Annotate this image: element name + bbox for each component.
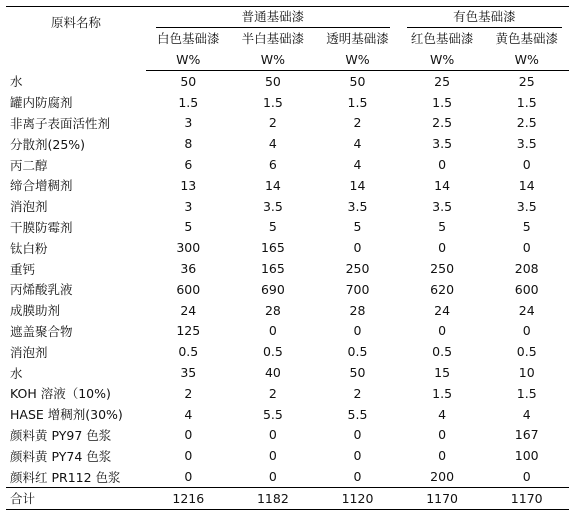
ingredient-name: 丙二醇 [10, 157, 48, 173]
header-column: 白色基础漆 [157, 31, 220, 46]
value-cell: 0 [184, 427, 193, 443]
header-unit: W% [231, 48, 316, 71]
value-cell: 0 [184, 448, 193, 464]
value-cell: 1.5 [516, 94, 537, 110]
table-row [6, 175, 569, 196]
value-cell: 3 [184, 198, 193, 214]
value-cell: 0 [522, 240, 531, 256]
value-cell: 5 [268, 219, 277, 235]
value-cell: 0.5 [178, 344, 199, 360]
ingredient-name: 水 [10, 74, 23, 90]
value-cell: 50 [264, 73, 281, 89]
value-cell: 0 [438, 240, 447, 256]
value-cell: 165 [260, 240, 285, 256]
value-cell: 0.5 [516, 344, 537, 360]
value-cell: 50 [180, 73, 197, 89]
ingredient-name: 分散剂(25%) [10, 136, 86, 152]
ingredient-name: 消泡剂 [10, 199, 48, 215]
table-row [6, 321, 569, 342]
value-cell: 50 [349, 365, 366, 381]
value-cell: 24 [180, 302, 197, 318]
header-column: 透明基础漆 [326, 31, 389, 46]
table-row [6, 466, 569, 487]
table-row [6, 445, 569, 466]
table-row [6, 113, 569, 134]
value-cell: 40 [264, 365, 281, 381]
value-cell: 0 [438, 427, 447, 443]
value-cell: 0 [231, 466, 316, 487]
header-column: 半白基础漆 [241, 31, 305, 46]
total-label: 合计 [6, 487, 146, 509]
value-cell: 50 [349, 73, 366, 89]
header-group-common [146, 7, 400, 29]
value-cell: 8 [184, 136, 193, 152]
header-row-groups [6, 7, 569, 29]
ingredient-name: 水 [10, 365, 23, 381]
table-row [6, 341, 569, 362]
total-row [6, 487, 569, 509]
value-cell: 700 [345, 281, 370, 297]
value-cell: 0 [438, 448, 447, 464]
value-cell: 4 [268, 136, 277, 152]
value-cell: 2 [353, 385, 362, 401]
ingredient-name: KOH 溶液（10%) [10, 386, 111, 402]
value-cell: 10 [518, 365, 535, 381]
value-cell: 600 [514, 281, 539, 297]
ingredient-name: 重钙 [10, 261, 36, 277]
value-cell: 0 [353, 323, 362, 339]
value-cell: 0.5 [262, 344, 283, 360]
value-cell: 690 [260, 281, 285, 297]
value-cell: 5 [184, 219, 193, 235]
header-group-colored-label: 有色基础漆 [407, 7, 563, 28]
value-cell: 4 [353, 136, 362, 152]
value-cell: 0 [268, 448, 277, 464]
ingredient-name: 颜料黄 PY97 色浆 [10, 427, 112, 443]
header-group-colored [400, 7, 569, 29]
table-row [6, 425, 569, 446]
value-cell: 1.5 [262, 94, 283, 110]
table-row [6, 92, 569, 113]
value-cell: 0 [353, 427, 362, 443]
value-cell: 0 [268, 427, 277, 443]
table-row [6, 237, 569, 258]
value-cell: 3.5 [432, 136, 453, 152]
value-cell: 14 [434, 177, 451, 193]
value-cell: 0 [484, 466, 569, 487]
value-cell: 36 [180, 261, 197, 277]
value-cell: 4 [438, 406, 447, 422]
ingredient-name: 钛白粉 [10, 240, 48, 256]
value-cell: 24 [518, 302, 535, 318]
value-cell: 5 [438, 219, 447, 235]
value-cell: 0 [522, 323, 531, 339]
total-value: 1216 [146, 487, 231, 509]
ingredient-name: 缔合增稠剂 [10, 178, 73, 194]
table-row [6, 404, 569, 425]
table-body [6, 71, 569, 510]
table-row [6, 279, 569, 300]
value-cell: 28 [349, 302, 366, 318]
value-cell: 0 [353, 240, 362, 256]
value-cell: 4 [353, 157, 362, 173]
value-cell: 14 [264, 177, 281, 193]
value-cell: 208 [514, 261, 539, 277]
value-cell: 0 [146, 466, 231, 487]
total-value: 1170 [484, 487, 569, 509]
table-row [6, 258, 569, 279]
value-cell: 5 [353, 219, 362, 235]
value-cell: 3.5 [516, 198, 537, 214]
value-cell: 1.5 [432, 94, 453, 110]
header-unit: W% [400, 48, 485, 71]
value-cell: 24 [434, 302, 451, 318]
value-cell: 0 [522, 157, 531, 173]
table-row [6, 154, 569, 175]
header-column: 黄色基础漆 [495, 31, 558, 46]
value-cell: 125 [176, 323, 201, 339]
table-row [6, 196, 569, 217]
value-cell: 15 [434, 365, 451, 381]
value-cell: 5.5 [262, 406, 283, 422]
value-cell: 3 [184, 115, 193, 131]
value-cell: 28 [264, 302, 281, 318]
ingredient-name: 消泡剂 [10, 344, 48, 360]
value-cell: 5 [522, 219, 531, 235]
value-cell: 300 [176, 240, 201, 256]
value-cell: 14 [349, 177, 366, 193]
table-row [6, 133, 569, 154]
value-cell: 0.5 [432, 344, 453, 360]
value-cell: 1.5 [347, 94, 368, 110]
ingredient-name: 成膜助剂 [10, 303, 61, 319]
value-cell: 1.5 [178, 94, 199, 110]
value-cell: 600 [176, 281, 201, 297]
value-cell: 0 [268, 323, 277, 339]
value-cell: 0 [315, 466, 400, 487]
header-unit: W% [146, 48, 231, 71]
ingredient-name: 遮盖聚合物 [10, 323, 73, 339]
value-cell: 3.5 [347, 198, 368, 214]
value-cell: 167 [514, 427, 539, 443]
value-cell: 4 [522, 406, 531, 422]
header-unit: W% [484, 48, 569, 71]
table-row [6, 71, 569, 92]
table-row [6, 217, 569, 238]
header-name-label: 原料名称 [6, 7, 146, 71]
ingredient-name: 非离子表面活性剂 [10, 115, 111, 131]
value-cell: 1.5 [432, 385, 453, 401]
value-cell: 14 [518, 177, 535, 193]
value-cell: 165 [260, 261, 285, 277]
ingredient-name: 颜料红 PR112 色浆 [6, 466, 146, 487]
value-cell: 25 [518, 73, 535, 89]
value-cell: 0 [353, 448, 362, 464]
value-cell: 100 [514, 448, 539, 464]
value-cell: 3.5 [516, 136, 537, 152]
value-cell: 3.5 [262, 198, 283, 214]
ingredient-name: 颜料黄 PY74 色浆 [10, 448, 112, 464]
value-cell: 25 [434, 73, 451, 89]
ingredient-name: 丙烯酸乳液 [10, 282, 73, 298]
ingredient-name: 罐内防腐剂 [10, 95, 73, 111]
value-cell: 2 [353, 115, 362, 131]
header-column: 红色基础漆 [410, 31, 474, 46]
ingredient-name: 干膜防霉剂 [10, 219, 73, 235]
value-cell: 35 [180, 365, 197, 381]
value-cell: 200 [400, 466, 485, 487]
header-group-common-label: 普通基础漆 [156, 7, 390, 28]
value-cell: 1.5 [516, 385, 537, 401]
header-unit: W% [315, 48, 400, 71]
value-cell: 0 [438, 323, 447, 339]
value-cell: 2 [268, 385, 277, 401]
value-cell: 13 [180, 177, 197, 193]
value-cell: 6 [184, 157, 193, 173]
total-value: 1182 [231, 487, 316, 509]
ingredient-name: HASE 增稠剂(30%) [10, 407, 123, 423]
value-cell: 6 [268, 157, 277, 173]
value-cell: 2 [184, 385, 193, 401]
formula-table [6, 6, 569, 510]
value-cell: 250 [345, 261, 370, 277]
value-cell: 620 [430, 281, 455, 297]
table-row [6, 383, 569, 404]
table-row [6, 362, 569, 383]
total-value: 1170 [400, 487, 485, 509]
value-cell: 3.5 [432, 198, 453, 214]
total-value: 1120 [315, 487, 400, 509]
value-cell: 4 [184, 406, 193, 422]
value-cell: 2 [268, 115, 277, 131]
table-row [6, 300, 569, 321]
value-cell: 0.5 [347, 344, 368, 360]
value-cell: 2.5 [516, 115, 537, 131]
value-cell: 250 [430, 261, 455, 277]
value-cell: 0 [438, 157, 447, 173]
value-cell: 5.5 [347, 406, 368, 422]
value-cell: 2.5 [432, 115, 453, 131]
